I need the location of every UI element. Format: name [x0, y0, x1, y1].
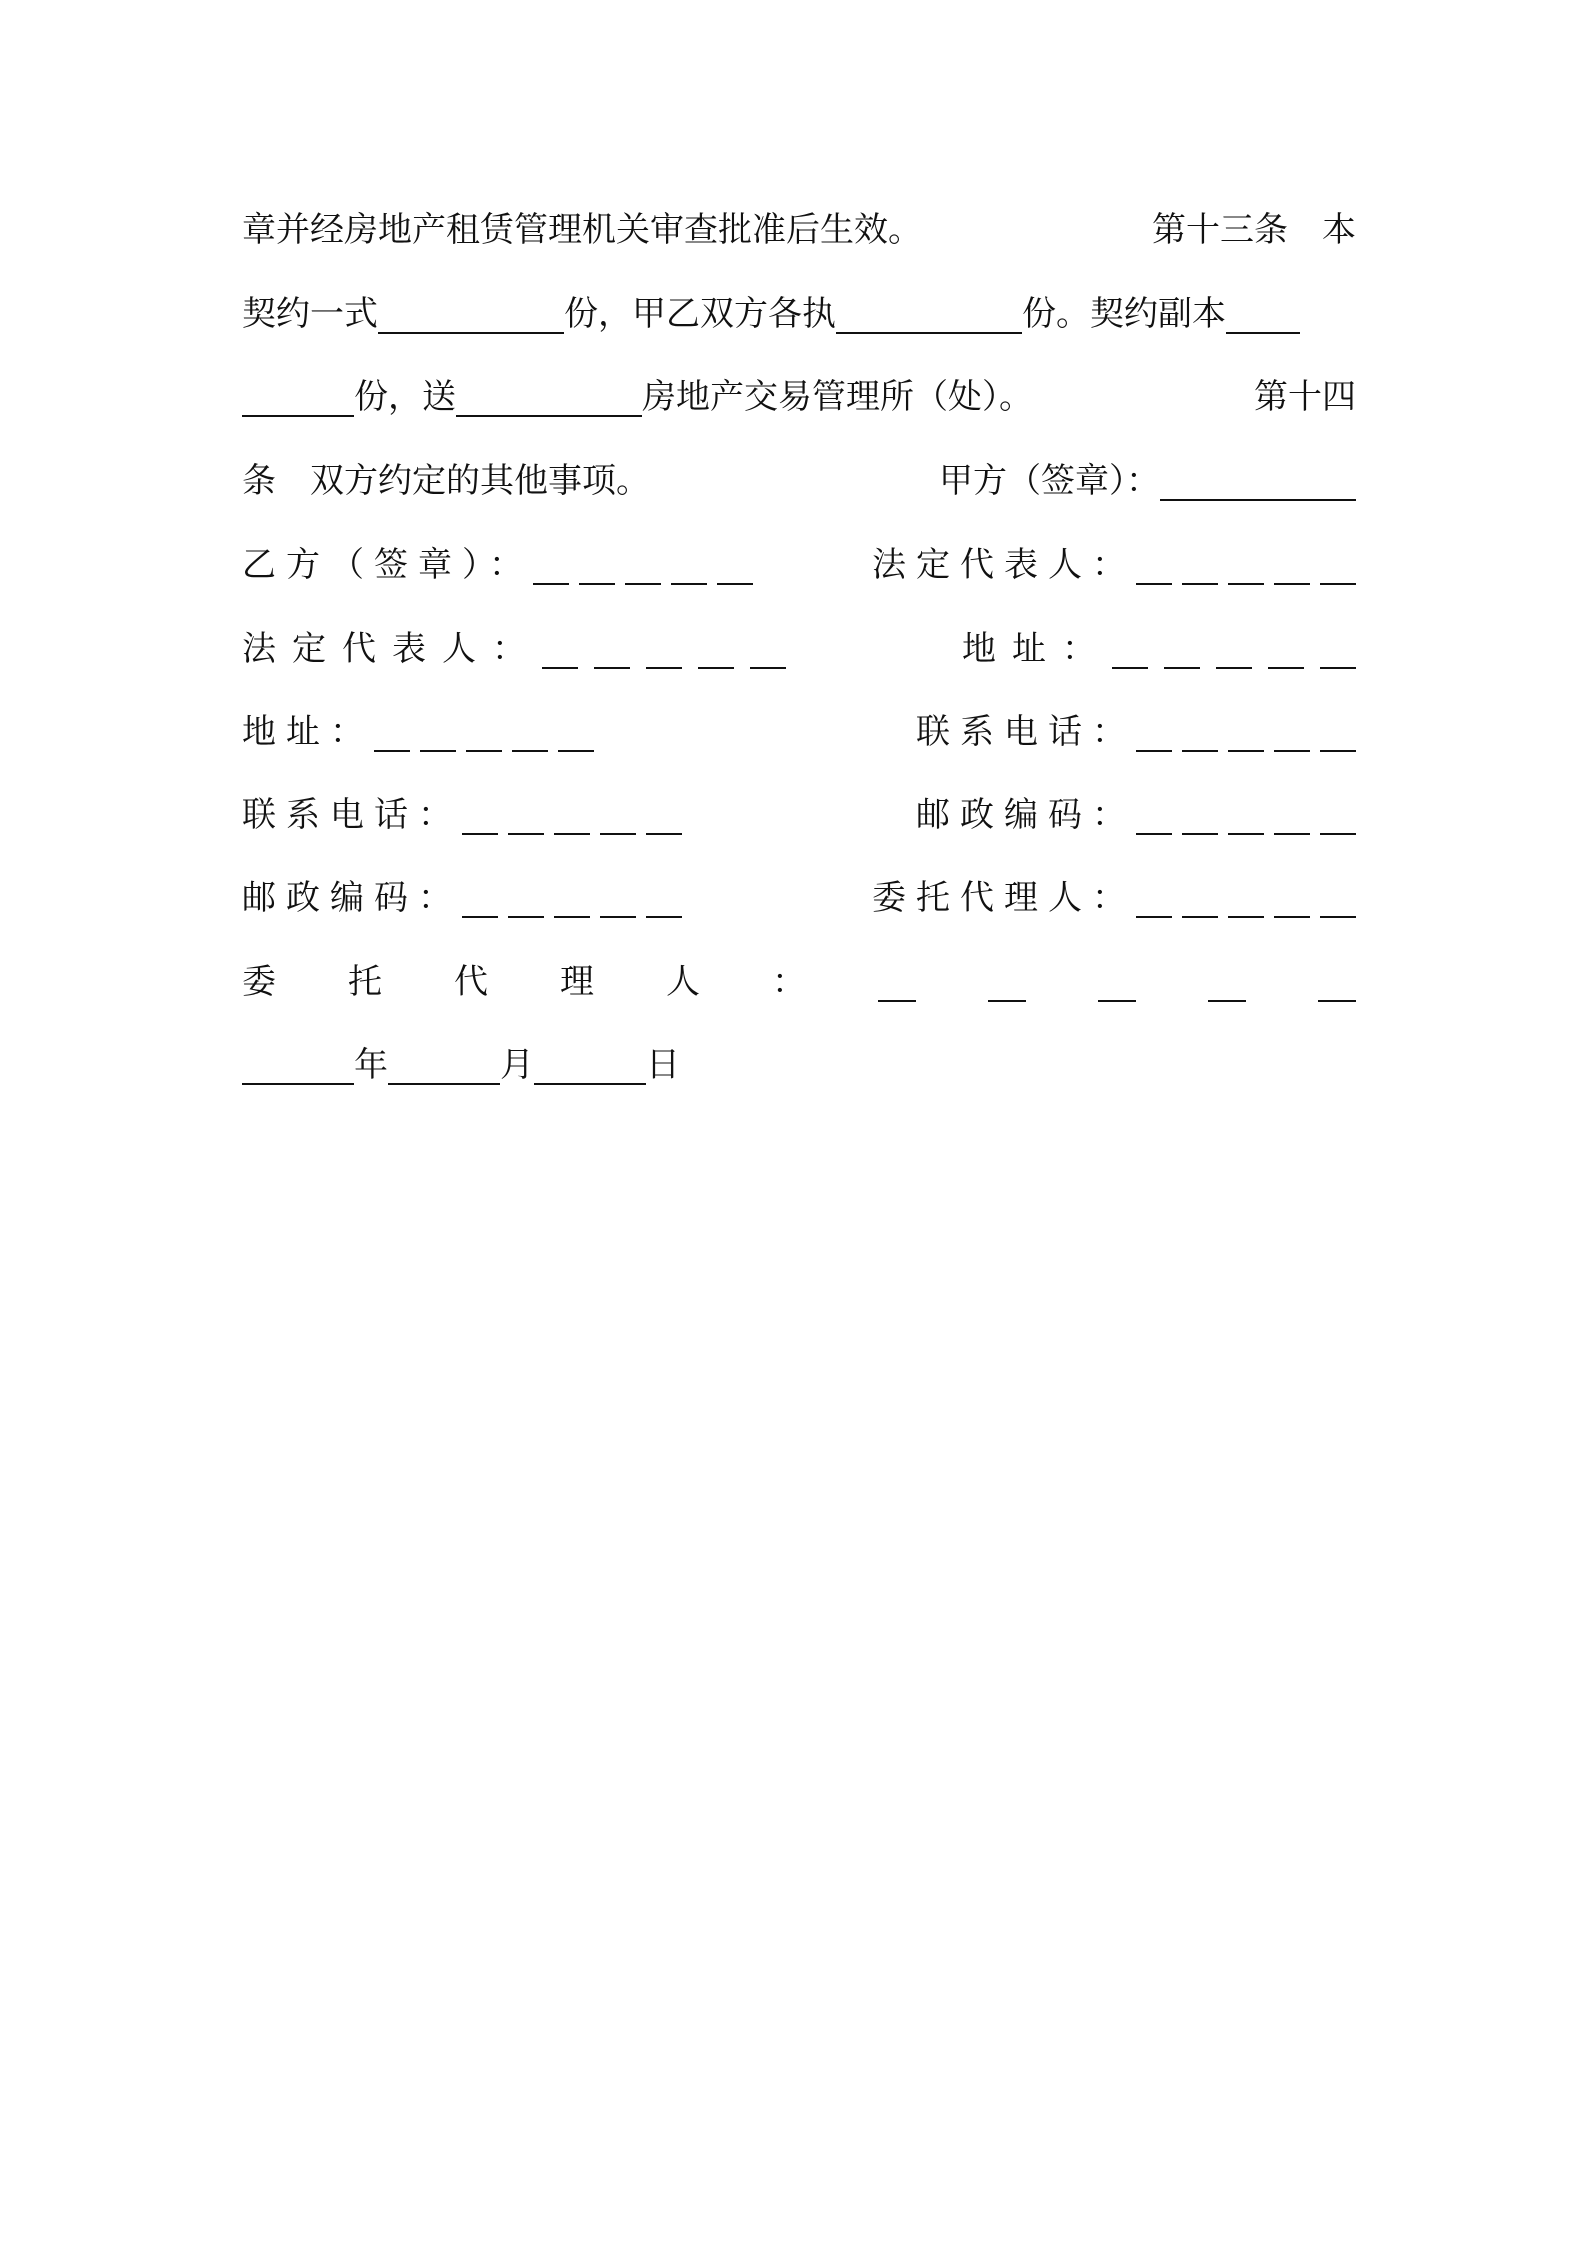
- line-4: [242, 456, 1356, 506]
- line-8: [242, 790, 1356, 840]
- line-7: [242, 707, 1356, 757]
- blank-a-address[interactable]: [1112, 629, 1356, 669]
- text-article-14: 第十四: [1254, 377, 1356, 417]
- text-article-13: 第十三条 本: [1152, 210, 1356, 250]
- blank-month[interactable]: [388, 1045, 500, 1085]
- blank-a-agent[interactable]: [1136, 878, 1356, 918]
- label-b-agent-char: 委: [242, 962, 276, 1002]
- label-b-agent-char: 托: [348, 962, 382, 1002]
- blank-day[interactable]: [534, 1045, 646, 1085]
- blank-b-agent-seg[interactable]: [1098, 962, 1136, 1002]
- blank-copies-total[interactable]: [378, 294, 564, 334]
- text-contract-copies: 契约一式: [242, 294, 378, 334]
- line-11: [242, 1040, 1356, 1090]
- blank-duplicate-count-a[interactable]: [1226, 294, 1300, 334]
- label-a-legal-rep: 法定代表人：: [872, 545, 1136, 585]
- label-b-legal-rep: 法定代表人：: [242, 629, 542, 669]
- label-day: 日: [646, 1045, 680, 1085]
- line-9: [242, 873, 1356, 923]
- blank-b-agent-seg[interactable]: [1208, 962, 1246, 1002]
- label-party-a-seal: 甲方（签章）：: [939, 461, 1160, 501]
- label-a-address: 地址：: [962, 629, 1112, 669]
- line-1: [242, 205, 1356, 255]
- text-duplicate: 份。契约副本: [1022, 294, 1226, 334]
- label-year: 年: [354, 1045, 388, 1085]
- blank-a-phone[interactable]: [1136, 712, 1356, 752]
- blank-party-b-seal[interactable]: [533, 545, 753, 585]
- blank-year[interactable]: [242, 1045, 354, 1085]
- label-b-agent-char: 理: [560, 962, 594, 1002]
- line-5: [242, 540, 1356, 590]
- label-a-agent: 委托代理人：: [872, 878, 1136, 918]
- blank-copies-each[interactable]: [836, 294, 1022, 334]
- label-a-postcode: 邮政编码：: [916, 795, 1136, 835]
- text-each-party: 份，甲乙双方各执: [564, 294, 836, 334]
- text-send: 份，送: [354, 377, 456, 417]
- label-b-agent-char: 人: [666, 962, 700, 1002]
- label-b-agent-char: 代: [454, 962, 488, 1002]
- label-party-b-seal: 乙方（签章）：: [242, 545, 533, 585]
- label-b-agent-char: ：: [772, 962, 806, 1002]
- text-effect-clause: 章并经房地产租赁管理机关审查批准后生效。: [242, 210, 922, 250]
- blank-b-agent-seg[interactable]: [1318, 962, 1356, 1002]
- text-other-matters: 条 双方约定的其他事项。: [242, 461, 650, 501]
- blank-send-to[interactable]: [456, 377, 642, 417]
- line-6: [242, 624, 1356, 674]
- blank-duplicate-count-b[interactable]: [242, 377, 354, 417]
- blank-a-postcode[interactable]: [1136, 795, 1356, 835]
- label-a-phone: 联系电话：: [916, 712, 1136, 752]
- text-trading-office: 房地产交易管理所（处）。: [642, 377, 1033, 417]
- blank-b-agent-seg[interactable]: [988, 962, 1026, 1002]
- blank-b-agent-seg[interactable]: [878, 962, 916, 1002]
- line-10: [242, 957, 1356, 1007]
- blank-a-legal-rep[interactable]: [1136, 545, 1356, 585]
- blank-party-a-seal[interactable]: [1160, 461, 1356, 501]
- line-2: [242, 289, 1356, 339]
- blank-b-legal-rep[interactable]: [542, 629, 786, 669]
- label-month: 月: [500, 1045, 534, 1085]
- blank-b-address[interactable]: [374, 712, 594, 752]
- line-3: [242, 372, 1356, 422]
- label-b-address: 地址：: [242, 712, 374, 752]
- label-b-phone: 联系电话：: [242, 795, 462, 835]
- label-b-postcode: 邮政编码：: [242, 878, 462, 918]
- blank-b-postcode[interactable]: [462, 878, 682, 918]
- blank-b-phone[interactable]: [462, 795, 682, 835]
